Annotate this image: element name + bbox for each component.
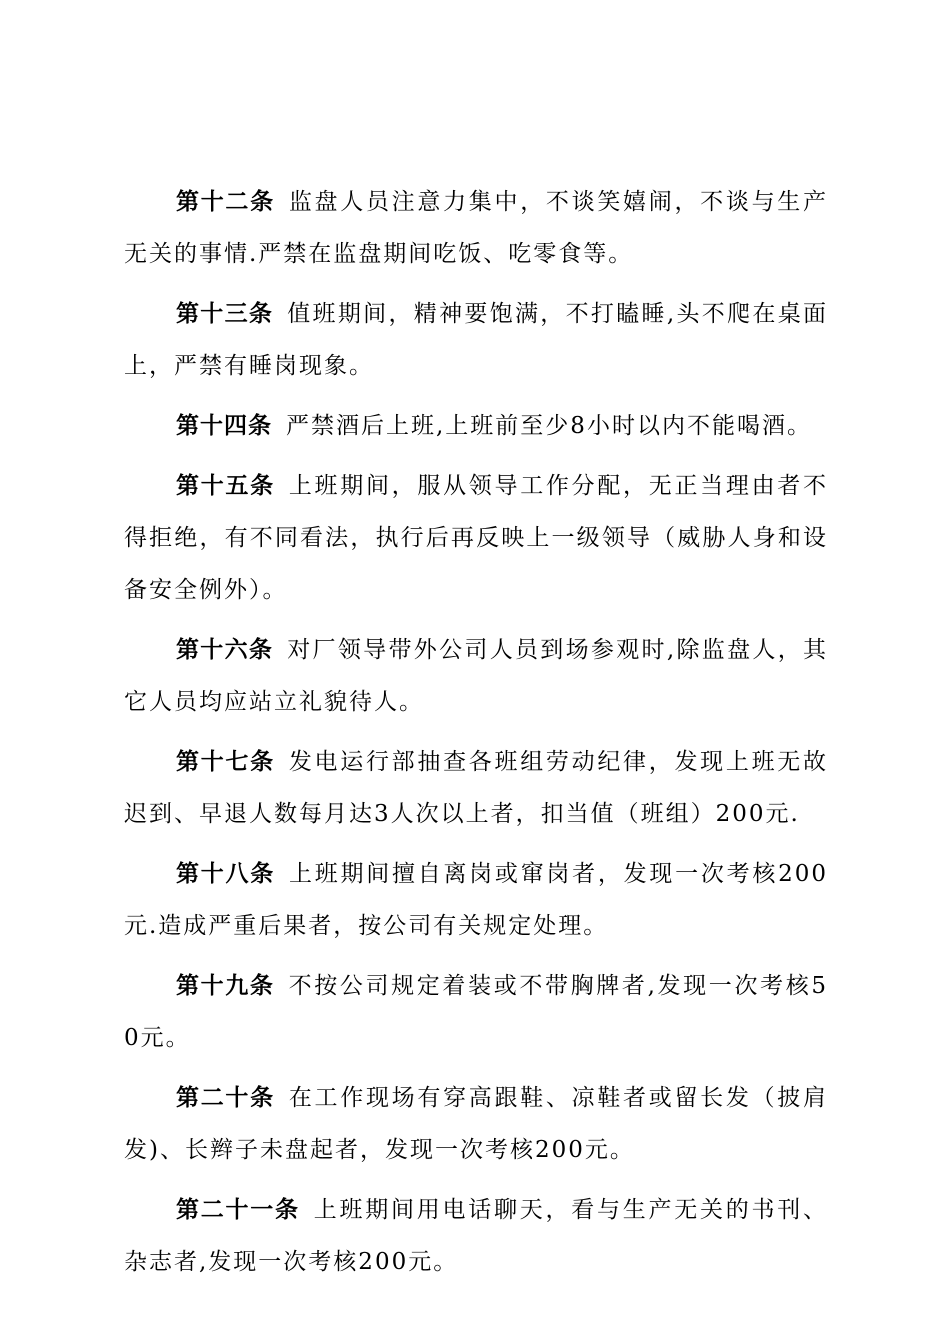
article-text: 发电运行部抽查各班组劳动纪律，发现上班无故迟到、早退人数每月达3人次以上者，扣当值（班组）200元. [124, 749, 829, 827]
article-number: 第十五条 [176, 473, 275, 499]
article-16 [124, 624, 828, 728]
article-17 [124, 736, 828, 840]
article-20 [124, 1072, 828, 1176]
article-15 [124, 460, 828, 616]
regulation-text-block [124, 176, 828, 1296]
article-text: 不按公司规定着装或不带胸牌者,发现一次考核50元。 [124, 973, 829, 1051]
article-number: 第二十一条 [176, 1197, 300, 1223]
article-number: 第十八条 [176, 861, 275, 887]
article-number: 第十三条 [176, 301, 274, 327]
article-number: 第十七条 [176, 749, 275, 775]
article-number: 第二十条 [176, 1085, 275, 1111]
article-18 [124, 848, 828, 952]
article-text: 监盘人员注意力集中，不谈笑嬉闹，不谈与生产无关的事情.严禁在监盘期间吃饭、吃零食等。 [124, 189, 829, 267]
article-text: 上班期间擅自离岗或窜岗者，发现一次考核200元.造成严重后果者，按公司有关规定处理。 [124, 861, 829, 939]
article-13 [124, 288, 828, 392]
article-text: 上班期间用电话聊天，看与生产无关的书刊、杂志者,发现一次考核200元。 [124, 1197, 828, 1275]
article-19 [124, 960, 828, 1064]
article-number: 第十六条 [176, 637, 274, 663]
article-14 [124, 400, 828, 452]
article-text: 对厂领导带外公司人员到场参观时,除监盘人，其它人员均应站立礼貌待人。 [124, 637, 829, 715]
article-21 [124, 1184, 828, 1288]
article-text: 在工作现场有穿高跟鞋、凉鞋者或留长发（披肩发)、长辫子未盘起者，发现一次考核200元。 [124, 1085, 829, 1163]
article-number: 第十九条 [176, 973, 275, 999]
article-12 [124, 176, 828, 280]
article-number: 第十四条 [176, 413, 272, 439]
article-text: 严禁酒后上班,上班前至少8小时以内不能喝酒。 [286, 413, 812, 439]
article-text: 值班期间，精神要饱满，不打瞌睡,头不爬在桌面上，严禁有睡岗现象。 [124, 301, 829, 379]
article-number: 第十二条 [176, 189, 275, 215]
article-text: 上班期间，服从领导工作分配，无正当理由者不得拒绝，有不同看法，执行后再反映上一级领导（威胁人身和设备安全例外）。 [124, 473, 829, 603]
